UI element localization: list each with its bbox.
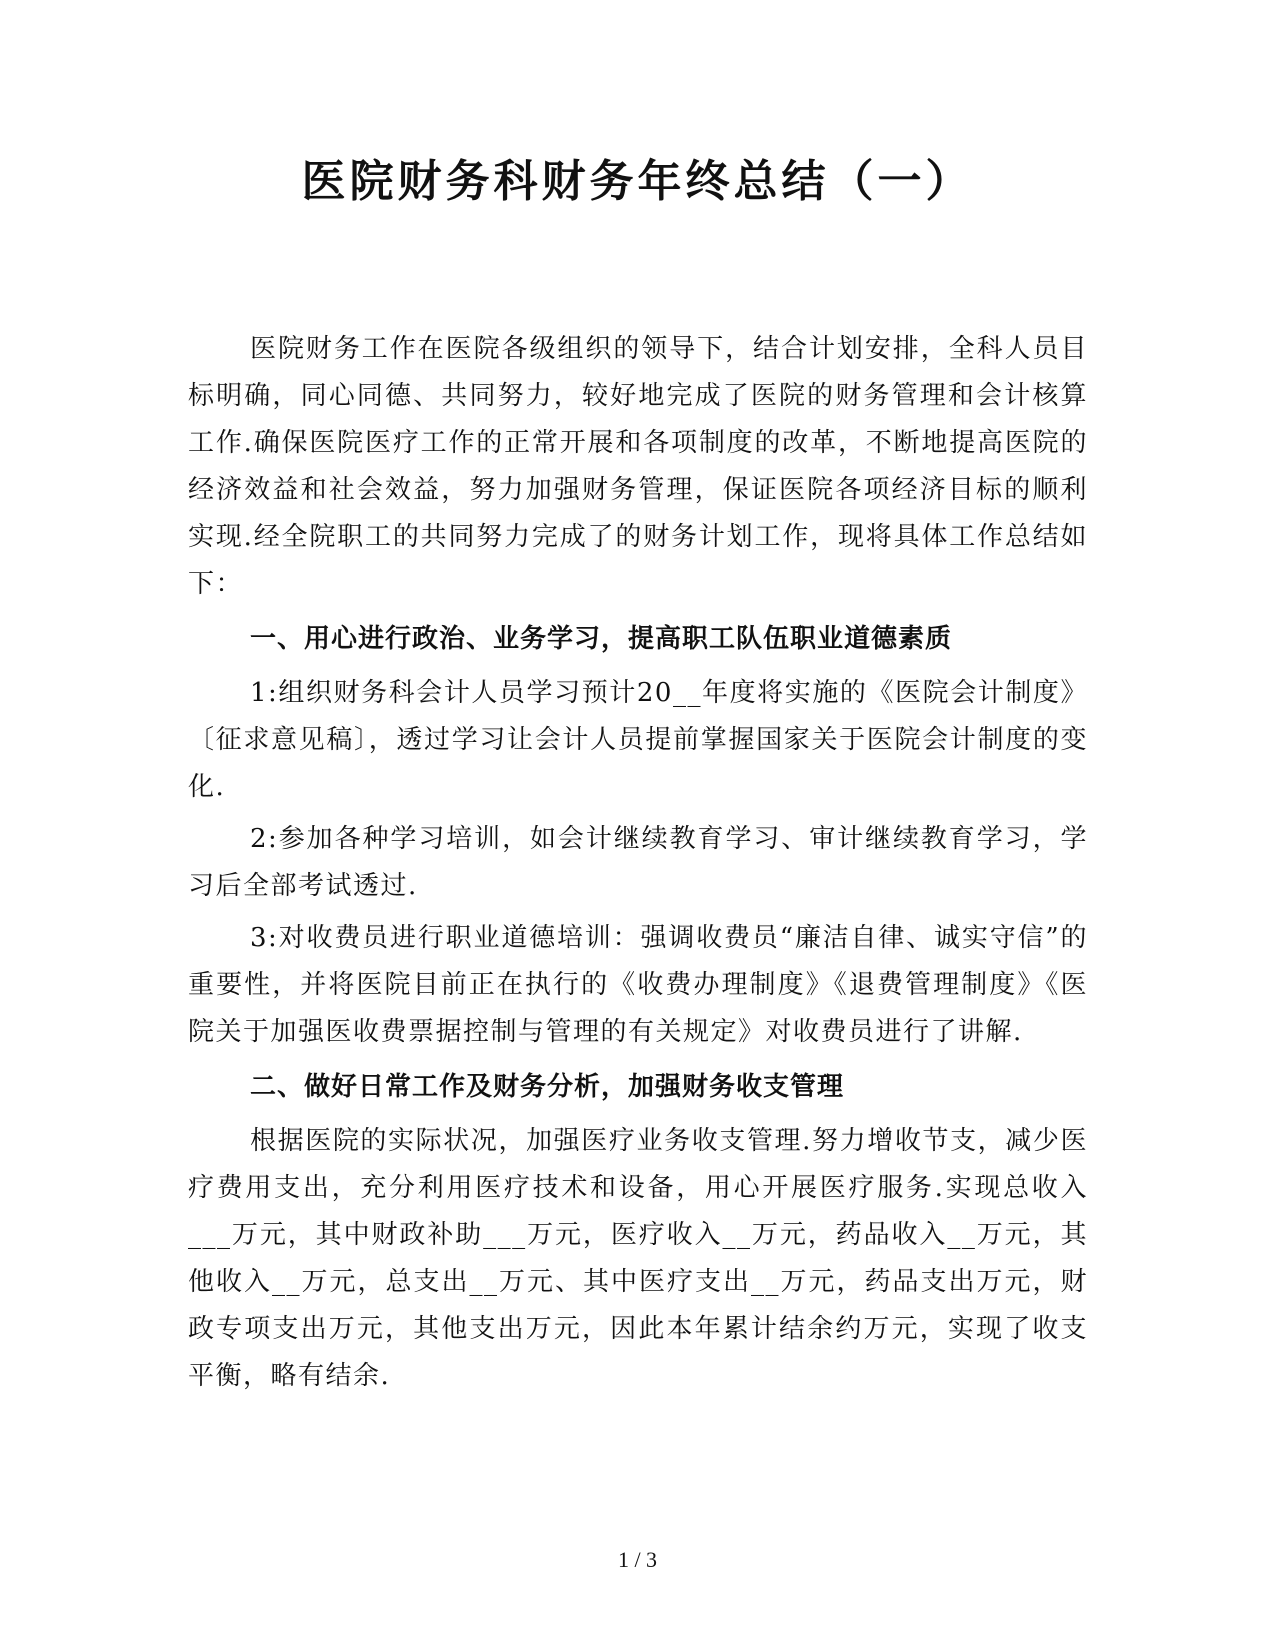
section1-item-3: 3:对收费员进行职业道德培训：强调收费员“廉洁自律、诚实守信”的重要性，并将医院目前正在执行的《收费办理制度》《退费管理制度》《医院关于加强医收费票据控制与管理的有关规定》对收费员进行了讲解. [188, 923, 1088, 1047]
document-title: 医院财务科财务年终总结（一） [301, 156, 974, 207]
section-heading-2: 二、做好日常工作及财务分析，加强财务收支管理 [250, 1072, 845, 1102]
page-number: 1 / 3 [617, 1547, 658, 1572]
section1-item-1: 1:组织财务科会计人员学习预计20__年度将实施的《医院会计制度》〔征求意见稿〕，透过学习让会计人员提前掌握国家关于医院会计制度的变化. [188, 678, 1088, 802]
section2-paragraph: 根据医院的实际状况，加强医疗业务收支管理.努力增收节支，减少医疗费用支出，充分利用医疗技术和设备，用心开展医疗服务.实现总收入___万元，其中财政补助___万元，医疗收入__万元，药品收入__万元，其他收入__万元，总支出__万元、其中医疗支出__万元，药品支出万元，财政专项支出万元，其他支出万元，因此本年累计结余约万元，实现了收支平衡，略有结余. [188, 1126, 1088, 1391]
intro-paragraph: 医院财务工作在医院各级组织的领导下，结合计划安排，全科人员目标明确，同心同德、共同努力，较好地完成了医院的财务管理和会计核算工作.确保医院医疗工作的正常开展和各项制度的改革，不断地提高医院的经济效益和社会效益，努力加强财务管理，保证医院各项经济目标的顺利实现.经全院职工的共同努力完成了的财务计划工作，现将具体工作总结如下： [188, 334, 1088, 599]
section-heading-1: 一、用心进行政治、业务学习，提高职工队伍职业道德素质 [250, 624, 953, 654]
section1-item-2: 2:参加各种学习培训，如会计继续教育学习、审计继续教育学习，学习后全部考试透过. [188, 824, 1088, 901]
document-body [188, 326, 1088, 1405]
